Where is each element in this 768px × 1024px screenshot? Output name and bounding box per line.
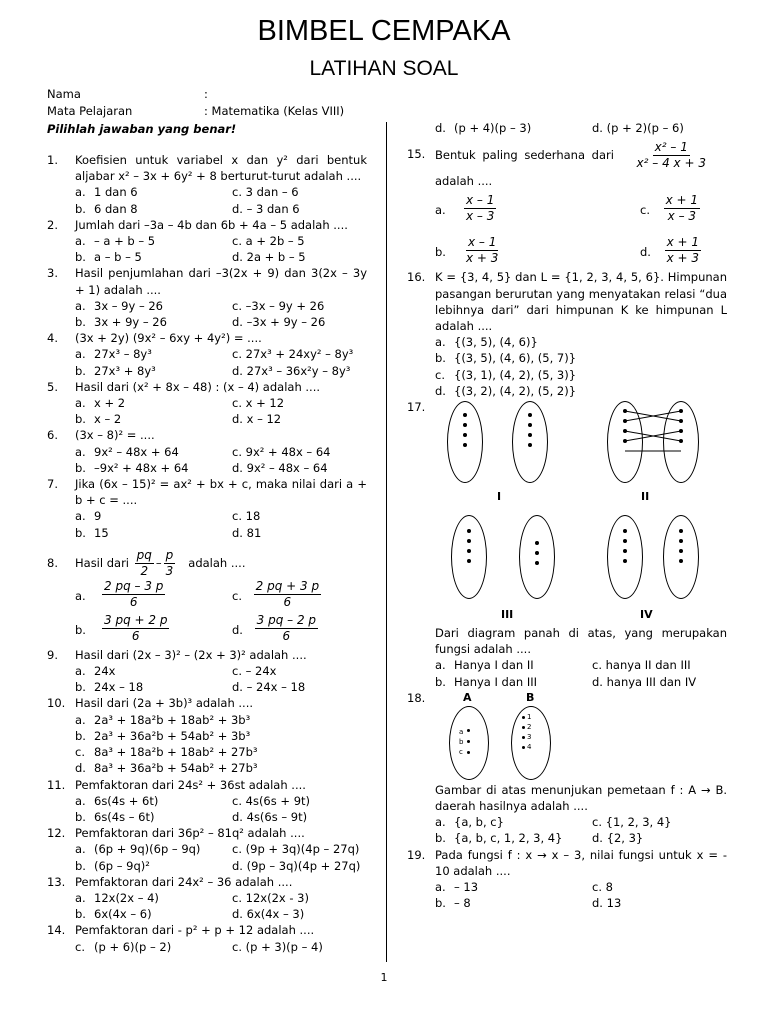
option-a: a. – 13 [435, 880, 479, 895]
option-d: d. 27x³ – 36x²y – 8y³ [232, 363, 351, 378]
option-d-2: d. (p + 2)(p – 6) [592, 121, 684, 135]
question-19: 19. Pada fungsi f : x → x – 3, nilai fungsi untuk x = - 10 adalah .... a. – 13 c. 8 b. – 8 d. 13 [407, 847, 727, 912]
option-a: a. (6p + 9q)(6p – 9q) [75, 842, 201, 857]
option-d: d. 6x(4x – 3) [232, 907, 305, 922]
option-a: a. 1 dan 6 [75, 185, 138, 200]
option-d: d. –3x + 9y – 26 [232, 315, 326, 330]
option-a: a. 12x(2x – 4) [75, 890, 159, 905]
option-a: a. 6s(4s + 6t) [75, 793, 159, 808]
option-c: c. –3x – 9y + 26 [232, 298, 325, 313]
diagram-label-1: I [497, 490, 502, 504]
arrow-diagrams [407, 399, 727, 625]
option-d: d. x – 12 [232, 412, 282, 427]
diagram-label-2: II [641, 490, 650, 504]
question-17: 17. I II III IV Dari diagram panah di atas, yang merupakan fungsi adalah .... a. Hanya I dan II c. hanya II dan III b. Hanya I dan III d. hanya III dan IV [407, 399, 727, 690]
option-c: c. 8a³ + 18a²b + 18ab² + 27b³ [75, 745, 258, 760]
option-c: c. {1, 2, 3, 4} [592, 815, 672, 830]
question-11: 11. Pemfaktoran dari 24s² + 36st adalah .... a. 6s(4s + 6t) c. 4s(6s + 9t) b. 6s(4s – 6t) d. 4s(6s – 9t) [47, 777, 367, 826]
question-1: 1. Koefisien untuk variabel x dan y² dari bentuk aljabar x² – 3x + 6y² + 8 berturut-turut adalah .... a. 1 dan 6 c. 3 dan – 6 b. 6 dan 8 d. – 3 dan 6 [47, 152, 367, 217]
option-c: c. 8 [592, 880, 613, 895]
option-b: b. 6s(4s – 6t) [75, 809, 155, 824]
option-c: c. 3 dan – 6 [232, 185, 299, 200]
name-label: Nama [47, 87, 81, 101]
option-a: a. – a + b – 5 [75, 234, 156, 249]
question-10: 10. Hasil dari (2a + 3b)³ adalah .... a. 2a³ + 18a²b + 18ab² + 3b³ b. 2a³ + 36a²b + 54ab² + 3b³ c. 8a³ + 18a²b + 18ab² + 27b³ d. 8a³ + 36a²b + 54ab² + 27b³ [47, 695, 367, 776]
option-c: c. hanya II dan III [592, 658, 691, 673]
option-c: c. $\frac{x + 1}{x - 3}$ [640, 193, 699, 224]
question-7: 7. Jika (6x – 15)² = ax² + bx + c, maka nilai dari a + b + c = .... a. 9 c. 18 b. 15 d. 81 [47, 476, 367, 541]
question-18: 18. A B a b c 1 2 3 4 Gambar di atas menunjukan pemetaan f : A → B. daerah hasilnya adalah .... a. {a, b, c} c. {1, 2, 3, 4} b. {a, b, c, 1, 2, 3, 4} d. {2, 3} [407, 690, 727, 847]
option-b: b. {a, b, c, 1, 2, 3, 4} [435, 831, 563, 846]
option-d: d. 2a + b – 5 [232, 250, 306, 265]
option-b: b. (6p – 9q)² [75, 858, 150, 873]
option-d: d. (9p – 3q)(4p + 27q) [232, 858, 361, 873]
option-d: d. 81 [232, 525, 262, 540]
set-b-label: B [526, 690, 535, 704]
option-b: b. 3x + 9y – 26 [75, 315, 167, 330]
mapping-diagram: A B a b c 1 2 3 4 [407, 690, 727, 782]
question-8: 8. Hasil dari $\frac{pq}{2}$ – $\frac{p}{3}$ adalah .... a. $\frac{2 pq - 3 p}{6}$ c. $\frac{2 pq + 3 p}{6}$ b. $\frac{3 pq + 2 p}{6}$ d. $\frac{3 pq - 2 p}{6}$ [47, 547, 367, 647]
option-d: d. 9x² – 48x – 64 [232, 460, 328, 475]
question-3: 3. Hasil penjumlahan dari –3(2x + 9) dan 3(2x – 3y + 1) adalah .... a. 3x – 9y – 26 c. –3x – 9y + 26 b. 3x + 9y – 26 d. –3x + 9y – 26 [47, 265, 367, 330]
option-b: b. Hanya I dan III [435, 674, 538, 689]
option-c: c. $\frac{2 pq + 3 p}{6}$ [232, 578, 320, 609]
question-16: 16. K = {3, 4, 5} dan L = {1, 2, 3, 4, 5, 6}. Himpunan pasangan berurutan yang menyatakan relasi “dua lebihnya dari” dari himpunan K ke himpunan L adalah .... a. {(3, 5), (4, 6)} b. {(3, 5), (4, 6), (5, 7)} c. {(3, 1), (4, 2), (5, 3)} d. {(3, 2), (4, 2), (5, 2)} [407, 270, 727, 398]
option-a: a. {a, b, c} [435, 815, 504, 830]
right-column [407, 120, 727, 911]
instruction: Pilihlah jawaban yang benar! [47, 122, 237, 136]
option-c: c. 4s(6s + 9t) [232, 793, 311, 808]
left-column [47, 152, 367, 955]
option-b: b. 2a³ + 36a²b + 54ab² + 3b³ [75, 728, 251, 743]
option-b: b. 27x³ + 8y³ [75, 363, 156, 378]
option-d: d. – 3 dan 6 [232, 201, 300, 216]
option-b: b. $\frac{x - 1}{x + 3}$ [435, 235, 499, 266]
option-d: d. $\frac{3 pq - 2 p}{6}$ [232, 612, 317, 643]
option-c-2: c. (p + 3)(p – 4) [232, 939, 323, 954]
option-d: d. {(3, 2), (4, 2), (5, 2)} [435, 383, 577, 398]
question-14: 14. Pemfaktoran dari - p² + p + 12 adalah .... c. (p + 6)(p – 2) c. (p + 3)(p – 4) [47, 922, 367, 954]
question-stem: Koefisien untuk variabel x dan y² dari bentuk aljabar x² – 3x + 6y² + 8 berturut-turut adalah .... [75, 153, 367, 184]
question-5: 5. Hasil dari (x² + 8x – 48) : (x – 4) adalah .... a. x + 2 c. x + 12 b. x – 2 d. x – 12 [47, 379, 367, 428]
subject-label: Mata Pelajaran [47, 104, 133, 118]
option-b: b. –9x² + 48x + 64 [75, 460, 189, 475]
option-b: b. 15 [75, 525, 109, 540]
option-b: b. x – 2 [75, 412, 122, 427]
option-a: a. 9x² – 48x + 64 [75, 444, 179, 459]
option-a: a. $\frac{2 pq - 3 p}{6}$ [75, 578, 164, 609]
option-b: b. 24x – 18 [75, 680, 144, 695]
student-info [47, 86, 387, 120]
page-title: BIMBEL CEMPAKA [257, 15, 511, 47]
diagram-label-3: III [501, 608, 514, 622]
option-c-1: c. (p + 6)(p – 2) [75, 939, 172, 954]
option-d-1: d. (p + 4)(p – 3) [435, 121, 532, 135]
option-d: d. {2, 3} [592, 831, 644, 846]
option-c: c. – 24x [232, 664, 277, 679]
question-6: 6. (3x – 8)² = .... a. 9x² – 48x + 64 c. 9x² + 48x – 64 b. –9x² + 48x + 64 d. 9x² – 48x – 64 [47, 427, 367, 476]
arrow-lines [407, 399, 727, 489]
set-a-label: A [463, 690, 472, 704]
option-b: b. a – b – 5 [75, 250, 142, 265]
question-14-cont [407, 120, 727, 136]
option-a: a. Hanya I dan II [435, 658, 534, 673]
option-c: c. {(3, 1), (4, 2), (5, 3)} [435, 367, 577, 382]
option-c: c. 12x(2x - 3) [232, 890, 309, 905]
option-b: b. $\frac{3 pq + 2 p}{6}$ [75, 612, 168, 643]
option-c: c. (9p + 3q)(4p – 27q) [232, 842, 360, 857]
option-a: a. 27x³ – 8y³ [75, 347, 152, 362]
option-d: d. – 24x – 18 [232, 680, 306, 695]
option-d: d. 8a³ + 36a²b + 54ab² + 27b³ [75, 761, 258, 776]
name-value: : [204, 87, 208, 101]
option-a: a. {(3, 5), (4, 6)} [435, 335, 538, 350]
option-b: b. 6x(4x – 6) [75, 907, 152, 922]
option-c: c. a + 2b – 5 [232, 234, 305, 249]
option-a: a. 3x – 9y – 26 [75, 298, 163, 313]
question-2: 2. Jumlah dari –3a – 4b dan 6b + 4a – 5 adalah .... a. – a + b – 5 c. a + 2b – 5 b. a – b – 5 d. 2a + b – 5 [47, 217, 367, 266]
option-a: a. 9 [75, 509, 102, 524]
option-a: a. 2a³ + 18a²b + 18ab² + 3b³ [75, 712, 251, 727]
option-d: d. 13 [592, 896, 622, 911]
question-15: 15. Bentuk paling sederhana dari $\frac{\text{x² – 1}}{\text{x² – 4 x + 3}}$ adalah .... a. $\frac{x - 1}{x - 3}$ c. $\frac{x + 1}{x - 3}$ b. $\frac{x - 1}{x + 3}$ d. $\frac{x + 1}{x + 3}$ [407, 140, 727, 269]
page-subtitle: LATIHAN SOAL [309, 57, 459, 80]
subject-value: : Matematika (Kelas VIII) [204, 104, 345, 118]
option-c: c. x + 12 [232, 396, 285, 411]
diagram-label-4: IV [640, 608, 653, 622]
option-b: b. – 8 [435, 896, 471, 911]
option-b: b. {(3, 5), (4, 6), (5, 7)} [435, 351, 577, 366]
option-d: d. 4s(6s – 9t) [232, 809, 308, 824]
option-c: c. 9x² + 48x – 64 [232, 444, 331, 459]
option-c: c. 27x³ + 24xy² – 8y³ [232, 347, 354, 362]
question-4: 4. (3x + 2y) (9x² – 6xy + 4y²) = .... a. 27x³ – 8y³ c. 27x³ + 24xy² – 8y³ b. 27x³ + 8y³ d. 27x³ – 36x²y – 8y³ [47, 330, 367, 379]
question-9: 9. Hasil dari (2x – 3)² – (2x + 3)² adalah .... a. 24x c. – 24x b. 24x – 18 d. – 24x – 18 [47, 647, 367, 696]
question-12: 12. Pemfaktoran dari 36p² – 81q² adalah .... a. (6p + 9q)(6p – 9q) c. (9p + 3q)(4p – 27q) b. (6p – 9q)² d. (9p – 3q)(4p + 27q) [47, 825, 367, 874]
option-c: c. 18 [232, 509, 261, 524]
page-number: 1 [380, 971, 388, 984]
option-d: d. $\frac{x + 1}{x + 3}$ [640, 235, 700, 266]
option-b: b. 6 dan 8 [75, 201, 138, 216]
option-a: a. 24x [75, 664, 116, 679]
question-13: 13. Pemfaktoran dari 24x² – 36 adalah .... a. 12x(2x – 4) c. 12x(2x - 3) b. 6x(4x – 6) d. 6x(4x – 3) [47, 874, 367, 923]
option-d: d. hanya III dan IV [592, 674, 697, 689]
option-a: a. $\frac{x - 1}{x - 3}$ [435, 193, 495, 224]
option-a: a. x + 2 [75, 396, 126, 411]
